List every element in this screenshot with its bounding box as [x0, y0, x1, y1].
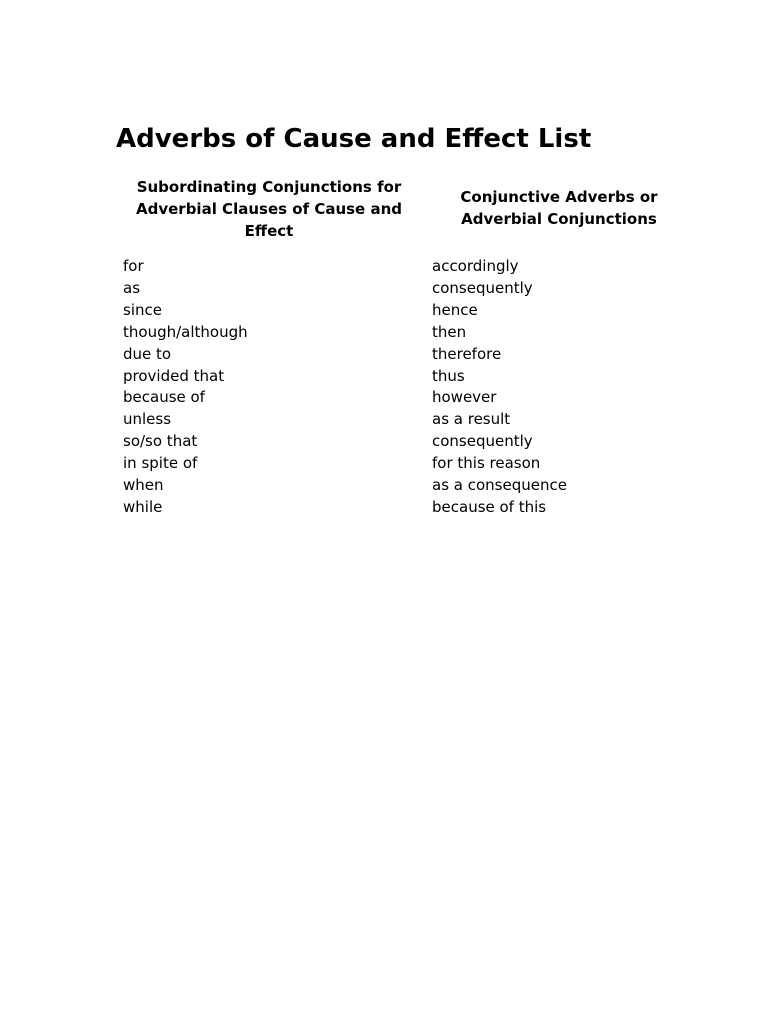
- list-item: therefore: [432, 344, 502, 363]
- list-item: so/so that: [123, 432, 198, 451]
- list-item: as a result: [432, 410, 511, 429]
- list-item: since: [123, 300, 162, 319]
- list-item: for this reason: [432, 454, 541, 473]
- list-item: however: [432, 388, 497, 407]
- list-item: though/although: [123, 322, 248, 341]
- list-item: due to: [123, 344, 172, 363]
- list-item: accordingly: [432, 257, 519, 275]
- list-item: as a consequence: [432, 476, 567, 495]
- list-item: as: [123, 278, 141, 297]
- conjunctive-adverbs-list: [432, 256, 732, 519]
- list-item: because of: [123, 388, 205, 407]
- list-item: provided that: [123, 366, 225, 385]
- list-item: unless: [123, 410, 172, 429]
- list-item: thus: [432, 366, 465, 385]
- list-item: hence: [432, 300, 478, 319]
- page-title: Adverbs of Cause and Effect List: [116, 124, 592, 154]
- list-item: when: [123, 476, 164, 495]
- list-item: for: [123, 257, 144, 275]
- list-item: then: [432, 322, 467, 341]
- list-item: while: [123, 497, 163, 516]
- subordinating-conjunctions-list: [123, 256, 413, 519]
- right-column-header: Conjunctive Adverbs or Adverbial Conjunctions: [460, 188, 658, 228]
- left-column-header: Subordinating Conjunctions for Adverbial Clauses of Cause and Effect: [136, 178, 402, 240]
- list-item: in spite of: [123, 454, 198, 473]
- list-item: consequently: [432, 278, 533, 297]
- list-item: because of this: [432, 497, 547, 516]
- list-item: consequently: [432, 432, 533, 451]
